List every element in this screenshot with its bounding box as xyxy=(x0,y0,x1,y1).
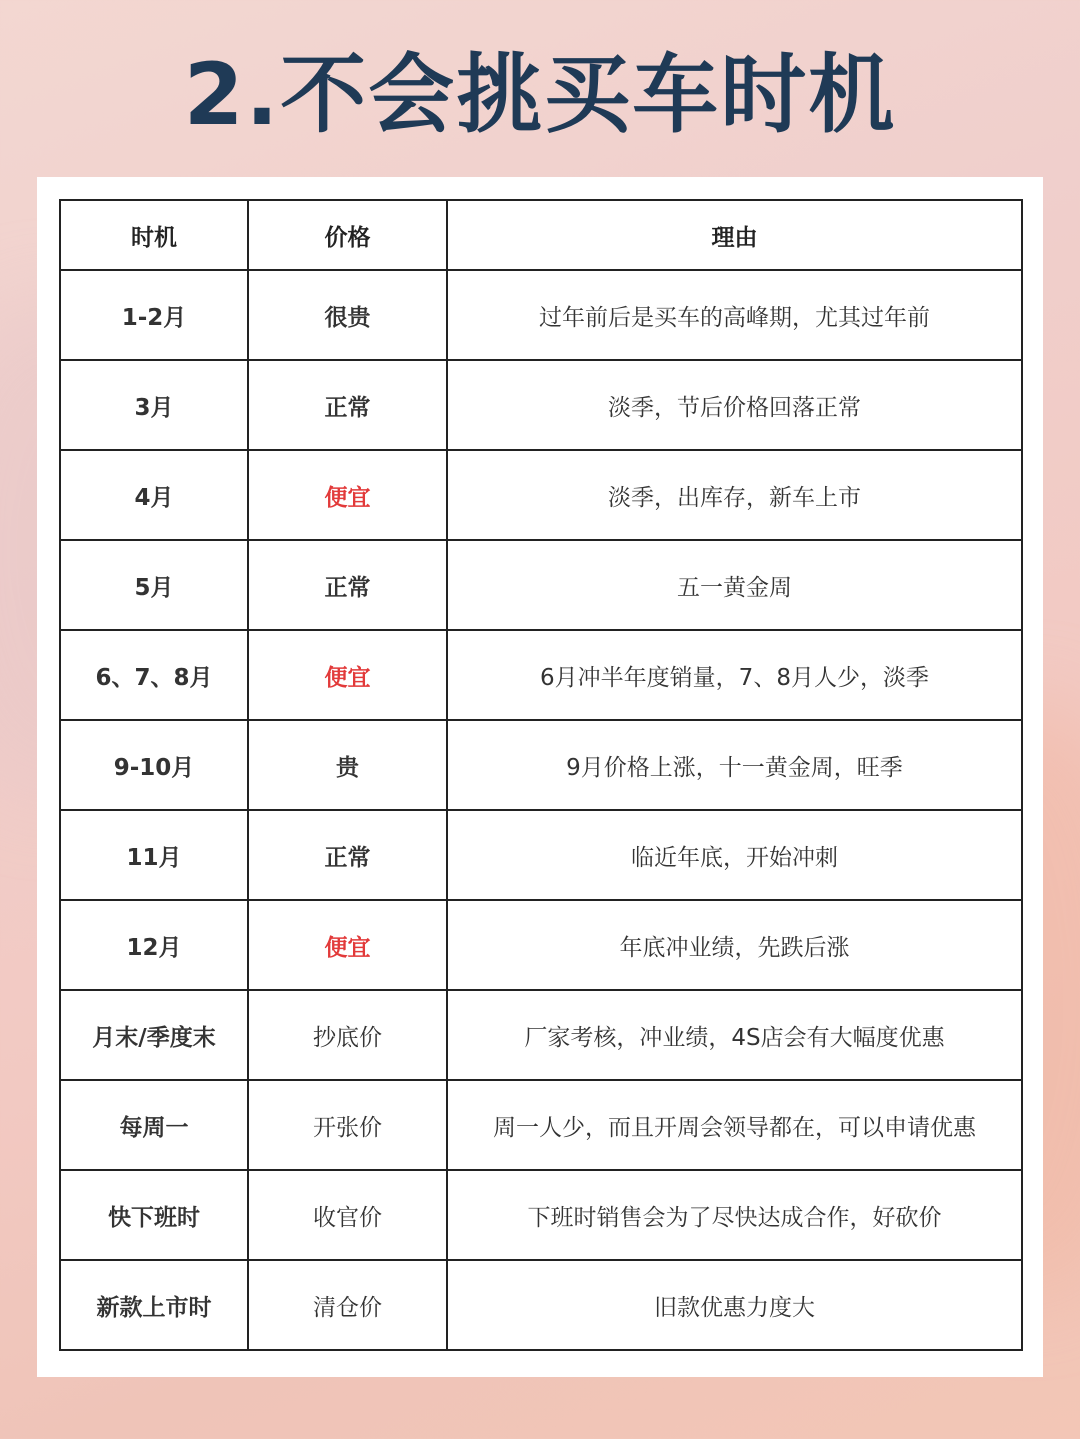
table-row xyxy=(60,1170,1022,1260)
reason-cell: 旧款优惠力度大 xyxy=(447,1260,1022,1350)
table-row xyxy=(60,360,1022,450)
timing-table xyxy=(59,199,1023,1351)
price-cell: 便宜 xyxy=(248,450,447,540)
reason-cell: 6月冲半年度销量，7、8月人少，淡季 xyxy=(447,630,1022,720)
table-row xyxy=(60,810,1022,900)
reason-cell: 淡季，节后价格回落正常 xyxy=(447,360,1022,450)
time-cell: 每周一 xyxy=(60,1080,248,1170)
time-cell: 11月 xyxy=(60,810,248,900)
price-cell: 正常 xyxy=(248,360,447,450)
reason-cell: 过年前后是买车的高峰期，尤其过年前 xyxy=(447,270,1022,360)
time-cell: 9-10月 xyxy=(60,720,248,810)
reason-cell: 淡季，出库存，新车上市 xyxy=(447,450,1022,540)
price-cell: 便宜 xyxy=(248,900,447,990)
time-cell: 6、7、8月 xyxy=(60,630,248,720)
table-row xyxy=(60,720,1022,810)
reason-cell: 周一人少，而且开周会领导都在，可以申请优惠 xyxy=(447,1080,1022,1170)
reason-cell: 五一黄金周 xyxy=(447,540,1022,630)
price-cell: 很贵 xyxy=(248,270,447,360)
header-time: 时机 xyxy=(60,200,248,270)
table-row xyxy=(60,540,1022,630)
table-row xyxy=(60,1260,1022,1350)
time-cell: 快下班时 xyxy=(60,1170,248,1260)
reason-cell: 9月价格上涨，十一黄金周，旺季 xyxy=(447,720,1022,810)
time-cell: 4月 xyxy=(60,450,248,540)
price-cell: 清仓价 xyxy=(248,1260,447,1350)
table-row xyxy=(60,990,1022,1080)
table-row xyxy=(60,1080,1022,1170)
table-row xyxy=(60,450,1022,540)
price-cell: 抄底价 xyxy=(248,990,447,1080)
reason-cell: 临近年底，开始冲刺 xyxy=(447,810,1022,900)
header-price: 价格 xyxy=(248,200,447,270)
price-cell: 便宜 xyxy=(248,630,447,720)
price-cell: 开张价 xyxy=(248,1080,447,1170)
time-cell: 12月 xyxy=(60,900,248,990)
price-cell: 贵 xyxy=(248,720,447,810)
price-cell: 收官价 xyxy=(248,1170,447,1260)
header-reason: 理由 xyxy=(447,200,1022,270)
time-cell: 3月 xyxy=(60,360,248,450)
time-cell: 新款上市时 xyxy=(60,1260,248,1350)
table-header-row xyxy=(60,200,1022,270)
reason-cell: 年底冲业绩，先跌后涨 xyxy=(447,900,1022,990)
table-row xyxy=(60,630,1022,720)
reason-cell: 下班时销售会为了尽快达成合作，好砍价 xyxy=(447,1170,1022,1260)
table-row xyxy=(60,270,1022,360)
page-title: 2.不会挑买车时机 xyxy=(183,45,897,145)
time-cell: 5月 xyxy=(60,540,248,630)
table-row xyxy=(60,900,1022,990)
price-cell: 正常 xyxy=(248,810,447,900)
reason-cell: 厂家考核，冲业绩，4S店会有大幅度优惠 xyxy=(447,990,1022,1080)
price-cell: 正常 xyxy=(248,540,447,630)
time-cell: 1-2月 xyxy=(60,270,248,360)
content-panel xyxy=(37,177,1043,1377)
time-cell: 月末/季度末 xyxy=(60,990,248,1080)
